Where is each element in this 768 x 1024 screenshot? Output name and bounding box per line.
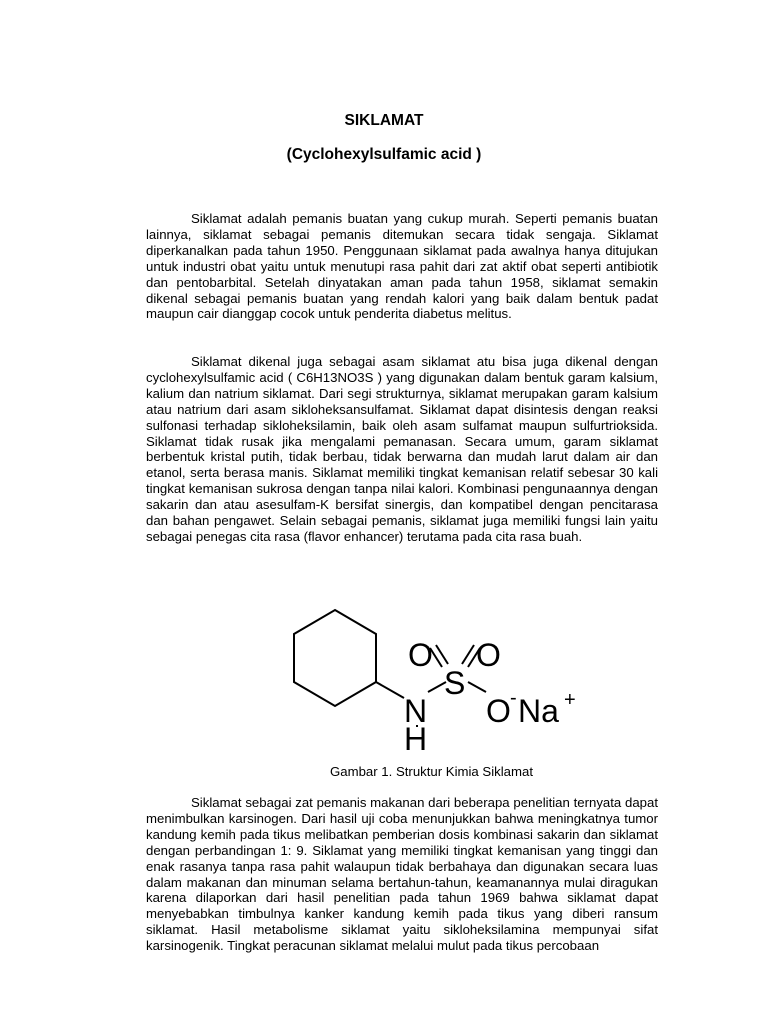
figure-caption: Gambar 1. Struktur Kimia Siklamat — [330, 764, 534, 779]
paragraph-intro: Siklamat adalah pemanis buatan yang cukup murah. Seperti pemanis buatan lainnya, siklamat sebagai pemanis ditemukan secara tidak sengaja. Siklamat diperkanalkan pada tahun 1950. Penggunaan siklamat pada awalnya hanya ditujukan untuk industri obat yaitu untuk menutupi rasa pahit dari zat aktif obat seperti antibiotik dan pentobarbital. Setelah dinyatakan aman pada tahun 1958, siklamat semakin dikenal sebagai pemanis buatan yang rendah kalori yang baik dalam bentuk padat maupun cair dianggap cocok untuk penderita diabetus melitus. — [146, 211, 658, 322]
sulfur-atom: S — [444, 665, 466, 701]
oxygen-atom-right: O — [476, 637, 501, 673]
nitrogen-atom: N — [404, 693, 428, 729]
cyclamate-structure-figure — [280, 602, 590, 758]
positive-charge: + — [564, 689, 576, 711]
cyclohexane-ring — [294, 610, 376, 706]
oxygen-anion: O — [486, 693, 511, 729]
paragraph-structure: Siklamat dikenal juga sebagai asam siklamat atu bisa juga dikenal dengan cyclohexylsulfamic acid ( C6H13NO3S ) yang digunakan dalam bentuk garam kalsium, kalium dan natrium siklamat. Dari segi strukturnya, siklamat merupakan garam kalsium atau natrium dari asam sikloheksansulfamat. Siklamat dapat disintesis dengan reaksi sulfonasi terhadap sikloheksilamin, baik oleh asam sulfamat maupun sulfurtrioksida. Siklamat tidak rusak jika mengalami pemanasan. Secara umum, garam siklamat berbentuk kristal putih, tidak berbau, tidak berwarna dan mudah larut dalam air dan etanol, serta berasa manis. Siklamat memiliki tingkat kemanisan relatif sebesar 30 kali tingkat kemanisan sukrosa dengan tanpa nilai kalori. Kombinasi pengunaannya dengan sakarin dan atau asesulfam-K bersifat sinergis, dan kompatibel dengan pencitarasa dan bahan pengawet. Selain sebagai pemanis, siklamat juga memiliki fungsi lain yaitu sebagai penegas cita rasa (flavor enhancer) terutama pada cita rasa buah. — [146, 354, 658, 544]
sodium-atom: Na — [518, 693, 559, 729]
document-subtitle: (Cyclohexylsulfamic acid ) — [286, 146, 482, 163]
paragraph-carcinogen: Siklamat sebagai zat pemanis makanan dari beberapa penelitian ternyata dapat menimbulkan karsinogen. Dari hasil uji coba menunjukkan bahwa meningkatnya tumor kandung kemih pada tikus melibatkan pemberian dosis kombinasi sakarin dan siklamat dengan perbandingan 1: 9. Siklamat yang memiliki tingkat kemanisan yang tinggi dan enak rasanya tanpa rasa pahit walaupun tidak berbahaya dan digunakan secara luas dalam makanan dan minuman selama bertahun-tahun, keamanannya mulai diragukan karena dilaporkan dari hasil penelitian pada tahun 1969 bahwa siklamat dapat menyebabkan timbulnya kanker kandung kemih pada tikus yang diberi ransum siklamat. Hasil metabolisme siklamat yaitu sikloheksilamina mempunyai sifat karsinogenik. Tingkat peracunan siklamat melalui mulut pada tikus percobaan — [146, 795, 658, 954]
oxygen-atom-left: O — [408, 637, 433, 673]
document-title: SIKLAMAT — [344, 112, 424, 129]
hydrogen-atom: H — [404, 721, 428, 757]
negative-charge: - — [510, 687, 517, 709]
